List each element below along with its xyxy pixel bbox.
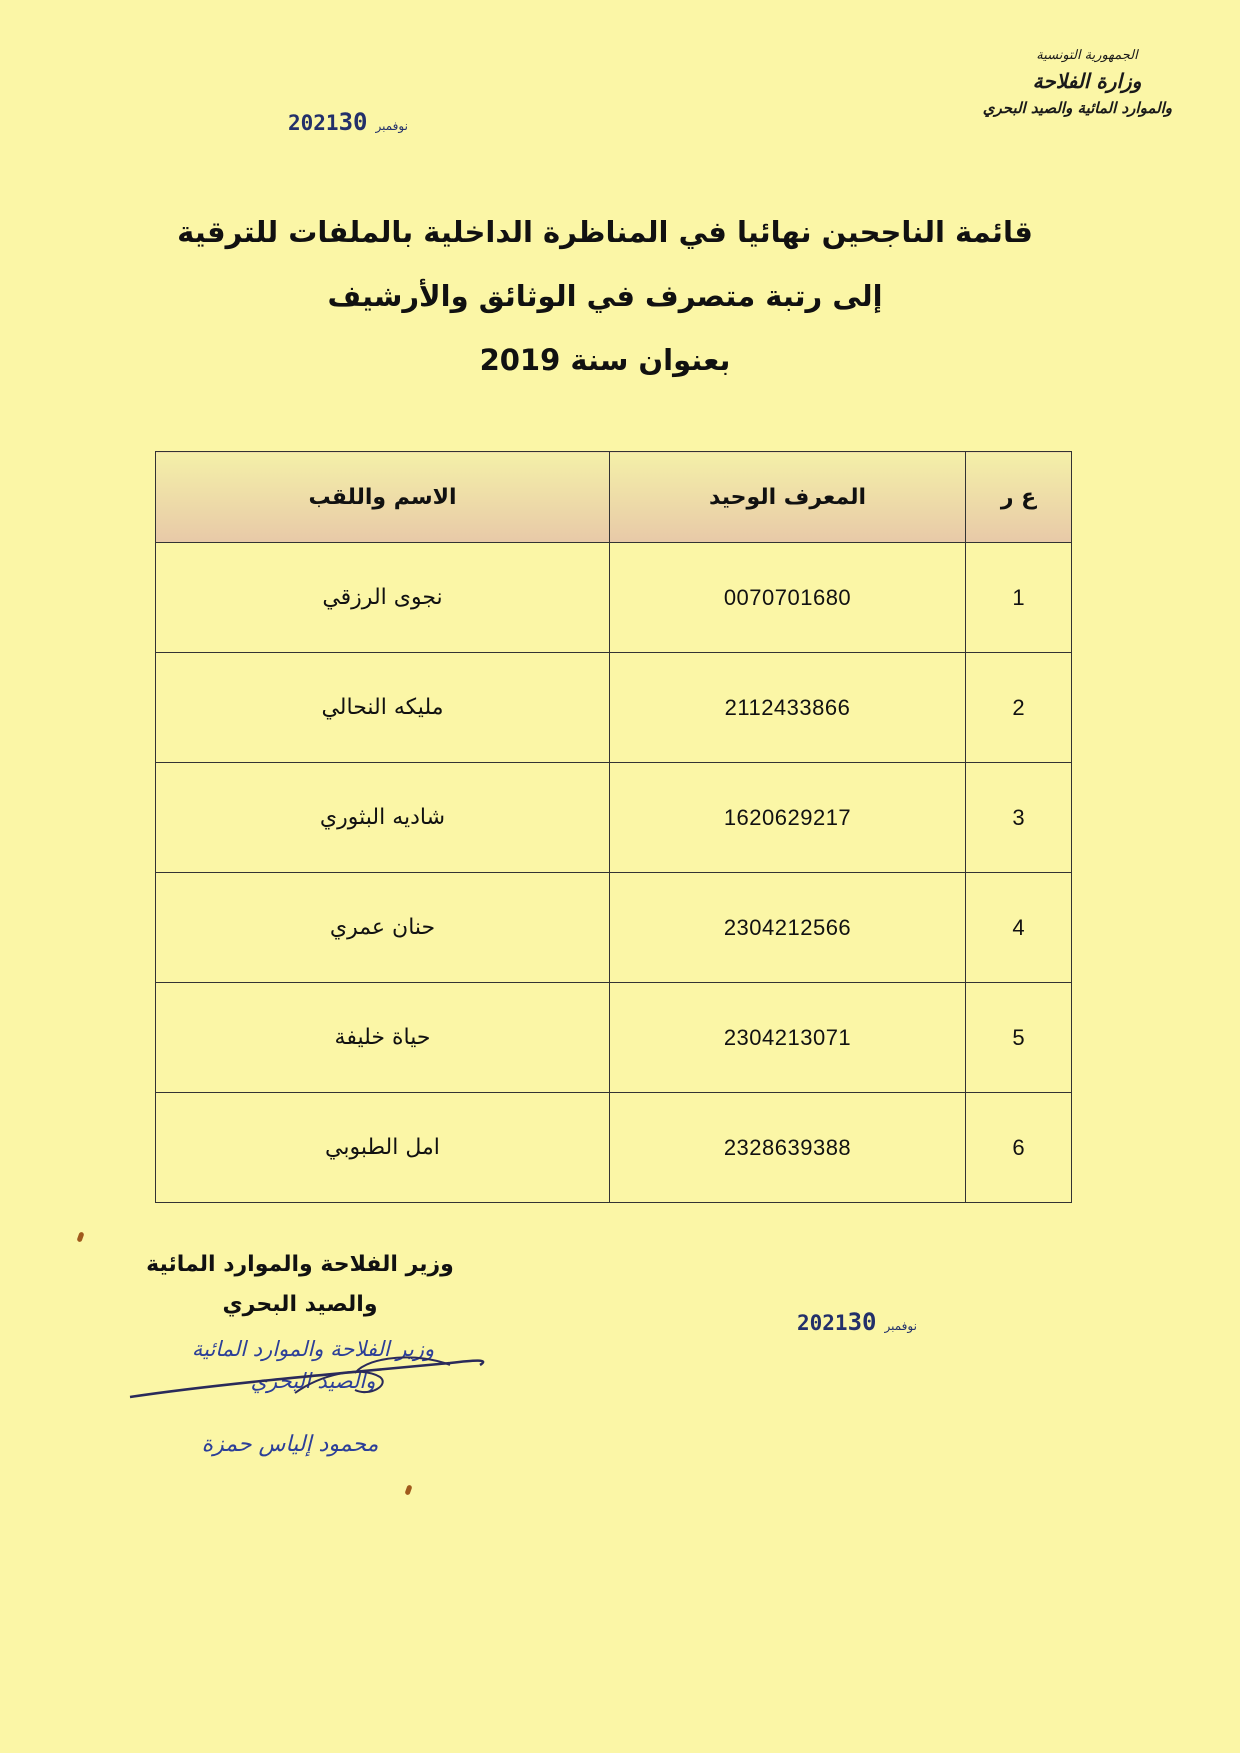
row-name: شاديه البثوري — [156, 763, 610, 873]
date-stamp-top — [288, 108, 416, 136]
stamp-day: 30 — [338, 108, 368, 136]
title-line-2: إلى رتبة متصرف في الوثائق والأرشيف — [327, 279, 883, 313]
title-line-1: قائمة الناجحين نهائيا في المناظرة الداخلية بالملفات للترقية — [177, 215, 1033, 249]
row-name: حياة خليفة — [156, 983, 610, 1093]
row-id: 0070701680 — [610, 543, 966, 653]
stamp-year: 2021 — [797, 1311, 848, 1335]
header-name: الاسم واللقب — [156, 452, 610, 543]
row-id: 2112433866 — [610, 653, 966, 763]
stamp-day: 30 — [847, 1308, 877, 1336]
header-num: ع ر — [966, 452, 1072, 543]
ink-dot — [404, 1484, 412, 1495]
handwritten-signature — [120, 1335, 520, 1415]
row-name: امل الطبوبي — [156, 1093, 610, 1203]
row-name: حنان عمري — [156, 873, 610, 983]
table-row — [156, 873, 1072, 983]
minister-title-line1: وزير الفلاحة والموارد المائية — [146, 1252, 454, 1277]
minister-title — [120, 1245, 480, 1325]
ministry-name-line2: والموارد المائية والصيد البحري — [982, 99, 1172, 117]
date-stamp-bottom — [797, 1308, 925, 1336]
signature-stamp-line1: وزير الفلاحة والموارد المائية — [191, 1337, 435, 1361]
document-title — [140, 200, 1070, 392]
row-num: 2 — [966, 653, 1072, 763]
row-num: 1 — [966, 543, 1072, 653]
table-row — [156, 653, 1072, 763]
ministry-header — [982, 48, 1172, 117]
stamp-month: نوفمبر — [375, 119, 408, 133]
ink-dot — [76, 1231, 84, 1242]
republic-label: الجمهورية التونسية — [1036, 48, 1138, 63]
signatory-name: محمود إلياس حمزة — [201, 1432, 379, 1457]
header-id: المعرف الوحيد — [610, 452, 966, 543]
row-num: 4 — [966, 873, 1072, 983]
row-num: 3 — [966, 763, 1072, 873]
row-num: 5 — [966, 983, 1072, 1093]
row-id: 2304212566 — [610, 873, 966, 983]
table-header-row — [156, 452, 1072, 543]
ministry-name-line1: وزارة الفلاحة — [1032, 69, 1142, 93]
table-row — [156, 983, 1072, 1093]
minister-title-line2: والصيد البحري — [222, 1292, 378, 1317]
table-row — [156, 1093, 1072, 1203]
row-id: 2328639388 — [610, 1093, 966, 1203]
title-line-3: بعنوان سنة 2019 — [479, 343, 731, 377]
table-row — [156, 543, 1072, 653]
stamp-month: نوفمبر — [884, 1319, 917, 1333]
row-name: مليكه النحالي — [156, 653, 610, 763]
stamp-year: 2021 — [288, 111, 339, 135]
signature-stamp-line2: والصيد البحري — [250, 1369, 376, 1393]
results-table — [155, 451, 1072, 1203]
row-id: 2304213071 — [610, 983, 966, 1093]
row-num: 6 — [966, 1093, 1072, 1203]
row-id: 1620629217 — [610, 763, 966, 873]
table-row — [156, 763, 1072, 873]
row-name: نجوى الرزقي — [156, 543, 610, 653]
